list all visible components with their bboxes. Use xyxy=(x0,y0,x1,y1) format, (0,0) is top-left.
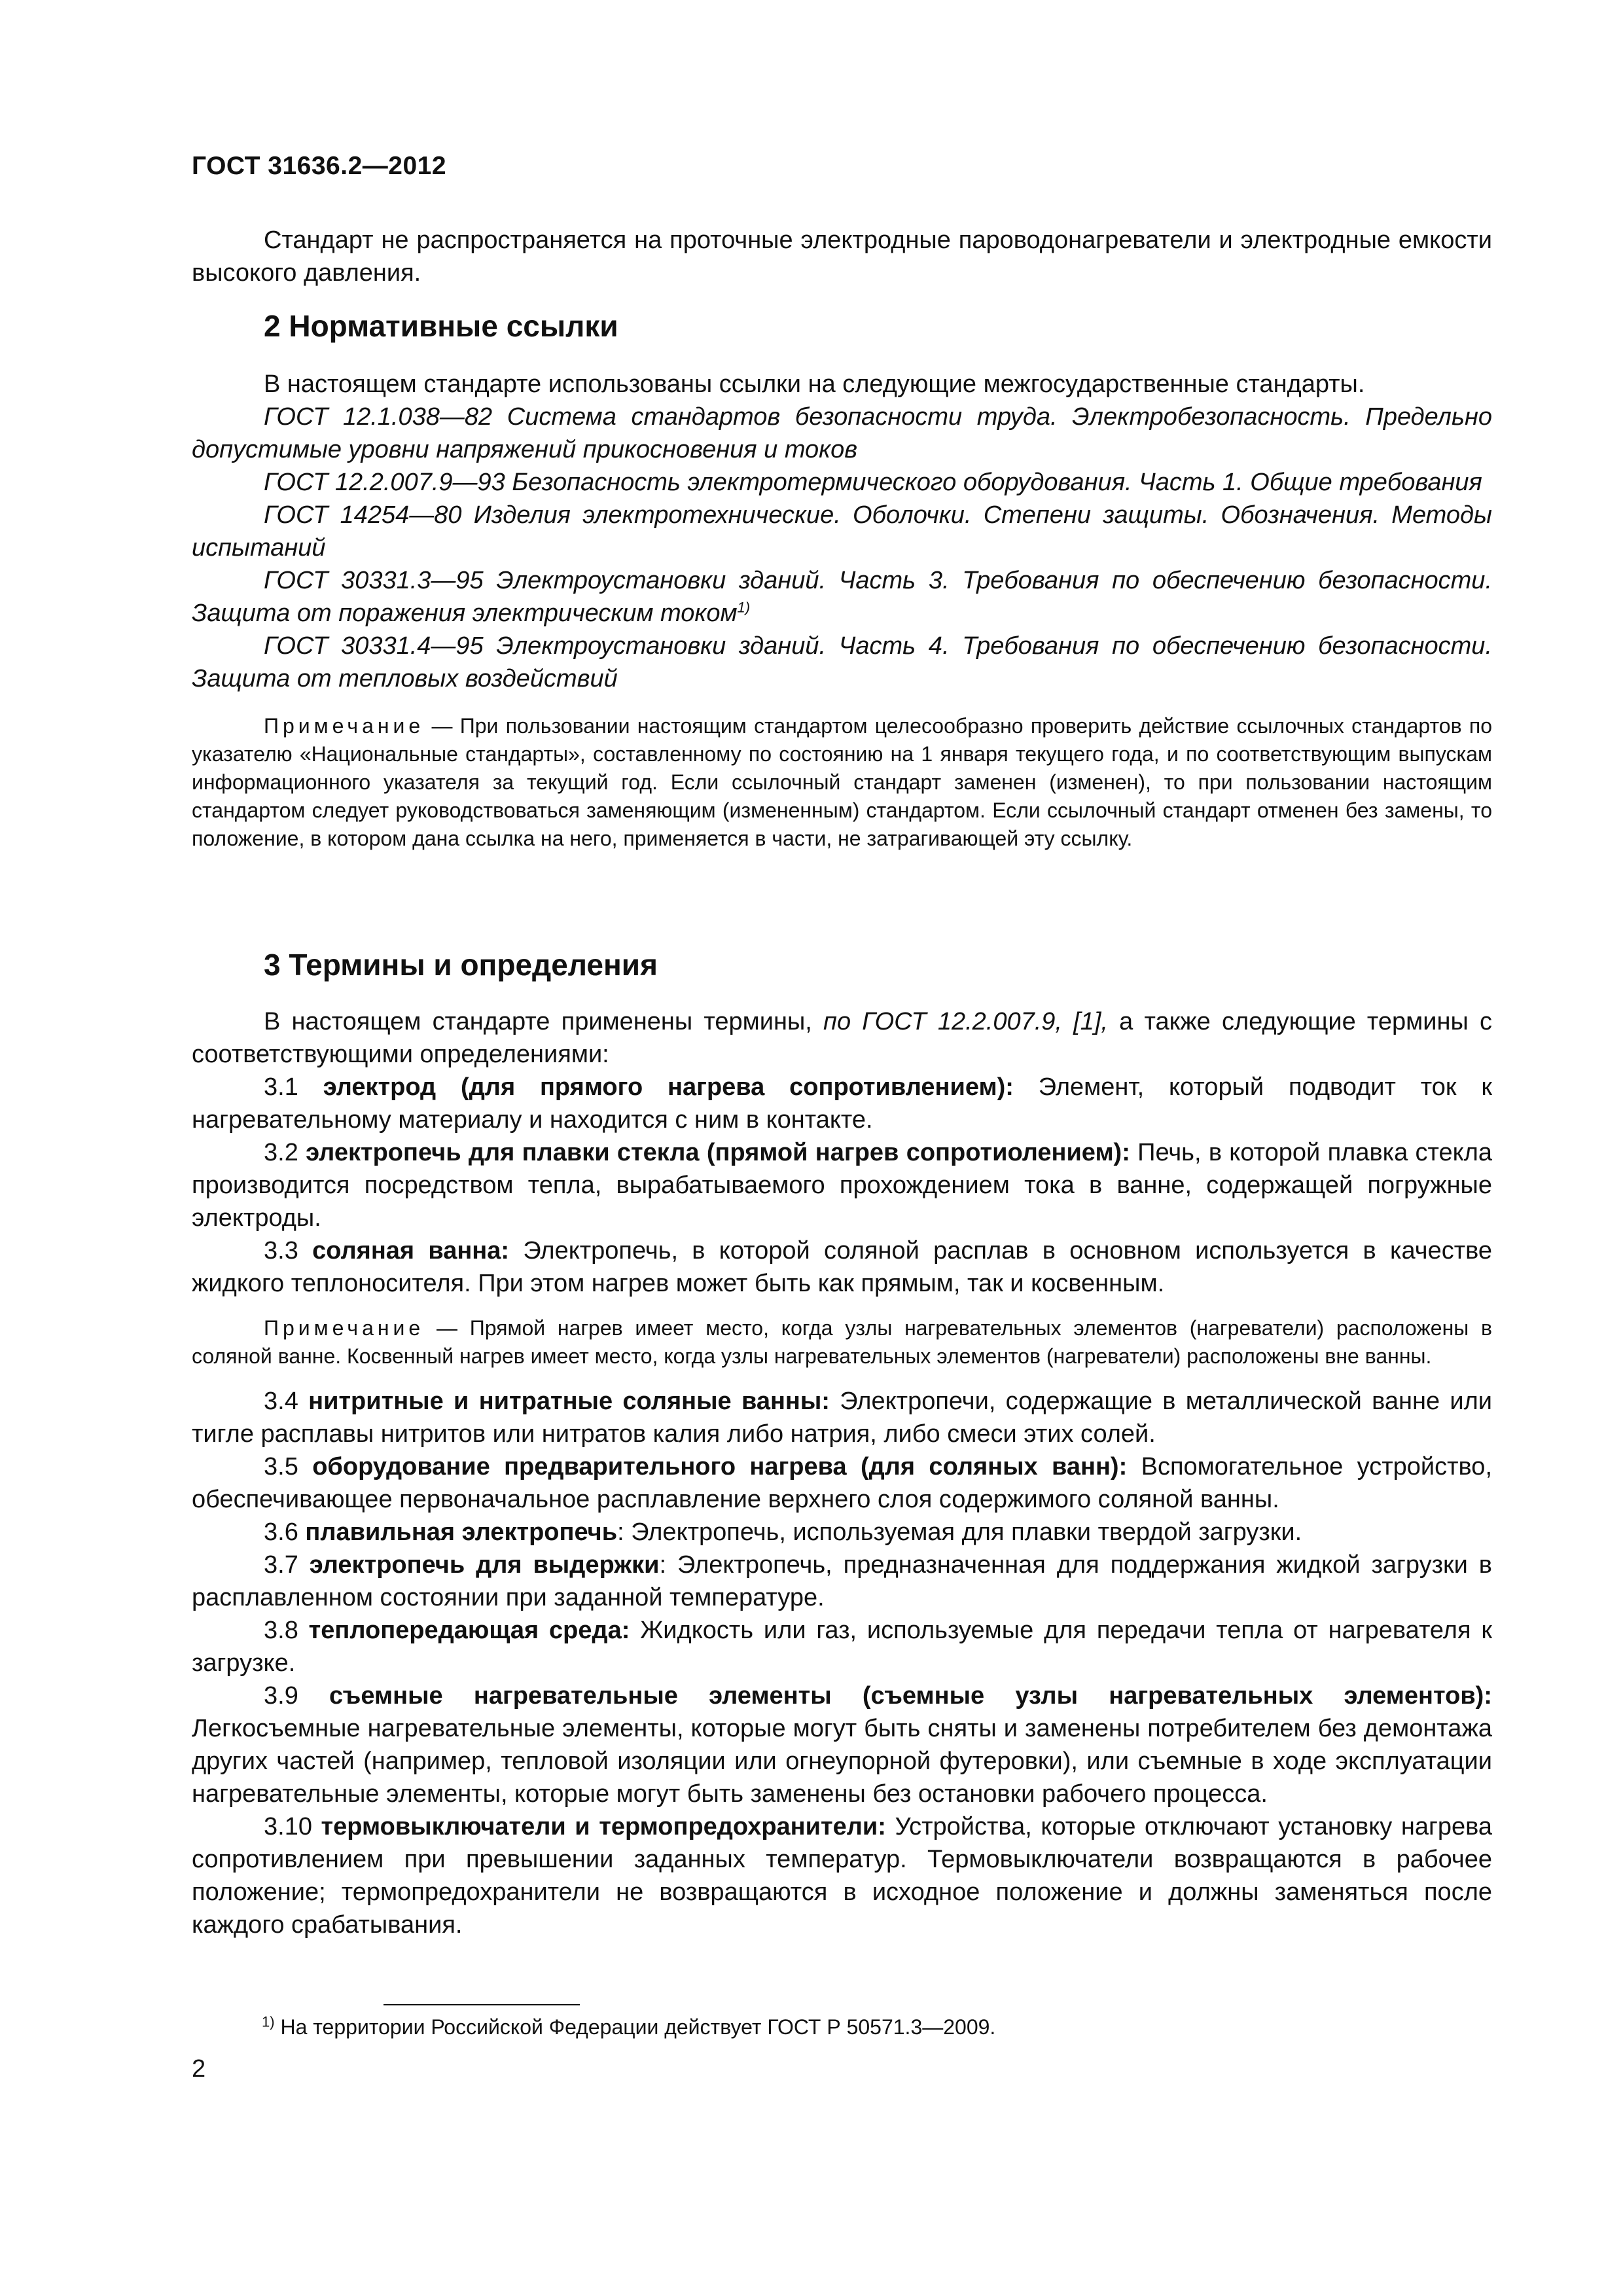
document-header: ГОСТ 31636.2—2012 xyxy=(192,152,447,180)
term-definition xyxy=(192,1516,1492,1549)
term-text: Элемент, который подводит ток к нагревательному материалу и находится с ним в контакте. xyxy=(192,1073,1492,1134)
section-3-title: 3 Термины и определения xyxy=(264,948,658,982)
note-label: Примечание xyxy=(264,714,425,738)
intro-paragraph: Стандарт не распространяется на проточные электродные пароводонагреватели и электродные емкости высокого давления. xyxy=(192,226,1492,287)
term-number: 3.7 xyxy=(264,1551,310,1579)
term-text: Электропечи, содержащие в металлической ванне или тигле расплавы нитритов или нитратов калия либо натрия, либо смеси этих солей. xyxy=(192,1388,1493,1448)
footnote xyxy=(262,2013,995,2041)
term-number: 3.10 xyxy=(264,1813,321,1840)
note-text: — Прямой нагрев имеет место, когда узлы нагревательных элементов (нагреватели) расположены в соляной ванне. Косвенный нагрев имеет место, когда узлы нагревательных элементов (нагреватели) расположены вне ванны. xyxy=(192,1316,1492,1368)
section-2-lead: В настоящем стандарте использованы ссылки на следующие межгосударственные стандарты. xyxy=(264,370,1365,398)
lead-text: В настоящем стандарте применены термины, xyxy=(264,1008,824,1035)
term-name: плавильная электропечь xyxy=(305,1518,618,1546)
term-text: : Электропечь, используемая для плавки твердой загрузки. xyxy=(617,1518,1302,1546)
term-number: 3.3 xyxy=(264,1237,313,1265)
footnote-mark: 1) xyxy=(262,2013,275,2030)
section-2-body xyxy=(192,368,1492,853)
lead-reference: по ГОСТ 12.2.007.9, [1], xyxy=(823,1008,1108,1035)
term-text: Вспомогательное устройство, обеспечивающее первоначальное расплавление верхнего слоя содержимого соляной ванны. xyxy=(192,1453,1492,1513)
term-number: 3.2 xyxy=(264,1139,306,1166)
reference-text: ГОСТ 30331.3—95 Электроустановки зданий. Часть 3. Требования по обеспечению безопасности. Защита от поражения электрическим током xyxy=(192,567,1492,627)
reference-item xyxy=(192,564,1492,630)
reference-item: ГОСТ 30331.4—95 Электроустановки зданий. Часть 4. Требования по обеспечению безопасности. Защита от тепловых воздействий xyxy=(192,632,1492,692)
section-2-title: 2 Нормативные ссылки xyxy=(264,309,618,343)
term-text: Легкосъемные нагревательные элементы, которые могут быть сняты и заменены потребителем без демонтажа других частей (например, тепловой изоляции или огнеупорной футеровки), или съемные в ходе эксплуатации нагревательные элементы, которые могут быть заменены без остановки рабочего процесса. xyxy=(192,1715,1492,1808)
term-name: соляная ванна: xyxy=(312,1237,510,1265)
term-name: нитритные и нитратные соляные ванны: xyxy=(308,1388,830,1415)
term-text: : Электропечь, предназначенная для поддержания жидкой загрузки в расплавленном состоянии при заданной температуре. xyxy=(192,1551,1492,1611)
footnote-separator xyxy=(383,2004,580,2005)
term-number: 3.6 xyxy=(264,1518,306,1546)
term-text: Печь, в которой плавка стекла производится посредством тепла, вырабатываемого прохождением тока в ванне, содержащей погружные электроды. xyxy=(192,1139,1493,1232)
term-name: термовыключатели и термопредохранители: xyxy=(321,1813,886,1840)
reference-item: ГОСТ 12.1.038—82 Система стандартов безопасности труда. Электробезопасность. Предельно допустимые уровни напряжений прикосновения и токов xyxy=(192,403,1492,463)
terms-list xyxy=(192,1071,1492,1300)
reference-item: ГОСТ 14254—80 Изделия электротехнические. Оболочки. Степени защиты. Обозначения. Методы испытаний xyxy=(192,501,1492,562)
term-number: 3.9 xyxy=(264,1682,330,1710)
term-number: 3.8 xyxy=(264,1617,309,1644)
footnote-text: На территории Российской Федерации действует ГОСТ Р 50571.3—2009. xyxy=(274,2015,996,2039)
term-number: 3.1 xyxy=(264,1073,323,1101)
term-name: электропечь для выдержки xyxy=(309,1551,660,1579)
footnote-mark: 1) xyxy=(737,599,751,616)
term-name: электрод (для прямого нагрева сопротивлением): xyxy=(323,1073,1014,1101)
term-definition xyxy=(192,1450,1492,1516)
term-name: электропечь для плавки стекла (прямой нагрев сопротиолением): xyxy=(306,1139,1130,1166)
term-name: съемные нагревательные элементы (съемные узлы нагревательных элементов): xyxy=(329,1682,1492,1710)
term-definition xyxy=(192,1810,1492,1941)
term-number: 3.5 xyxy=(264,1453,313,1480)
note-text: — При пользовании настоящим стандартом целесообразно проверить действие ссылочных стандартов по указателю «Национальные стандарты», составленному по состоянию на 1 января текущего года, и по соответствующим выпускам информационного указателя за текущий год. Если ссылочный стандарт заменен (изменен), то при пользовании настоящим стандартом следует руководствоваться заменяющим (измененным) стандартом. Если ссылочный стандарт отменен без замены, то положение, в котором дана ссылка на него, применяется в части, не затрагивающей эту ссылку. xyxy=(192,714,1492,850)
term-definition xyxy=(192,1614,1492,1679)
term-name: оборудование предварительного нагрева (для соляных ванн): xyxy=(312,1453,1128,1480)
term-definition xyxy=(192,1679,1492,1810)
term-definition xyxy=(192,1385,1492,1450)
term-definition xyxy=(192,1234,1492,1300)
terms-list xyxy=(192,1385,1492,1941)
reference-item: ГОСТ 12.2.007.9—93 Безопасность электротермического оборудования. Часть 1. Общие требования xyxy=(264,469,1482,496)
term-number: 3.4 xyxy=(264,1388,309,1415)
section-3-note xyxy=(192,1314,1492,1371)
term-name: теплопередающая среда: xyxy=(308,1617,630,1644)
term-text: Жидкость или газ, используемые для передачи тепла от нагревателя к загрузке. xyxy=(192,1617,1492,1677)
term-definition xyxy=(192,1071,1492,1136)
section-3-lead xyxy=(192,1005,1492,1071)
note-label: Примечание xyxy=(264,1316,425,1340)
lead-text: а также следующие термины с соответствующими определениями: xyxy=(192,1008,1492,1068)
section-3-body xyxy=(192,1005,1492,1941)
section-2-note xyxy=(192,712,1492,853)
term-definition xyxy=(192,1549,1492,1614)
term-definition xyxy=(192,1136,1492,1234)
term-text: Устройства, которые отключают установку нагрева сопротивлением при превышении заданных температур. Термовыключатели возвращаются в рабочее положение; термопредохранители не возвращаются в исходное положение и должны заменяться после каждого срабатывания. xyxy=(192,1813,1492,1939)
page-number: 2 xyxy=(192,2055,206,2083)
term-text: Электропечь, в которой соляной расплав в основном используется в качестве жидкого теплоносителя. При этом нагрев может быть как прямым, так и косвенным. xyxy=(192,1237,1492,1297)
